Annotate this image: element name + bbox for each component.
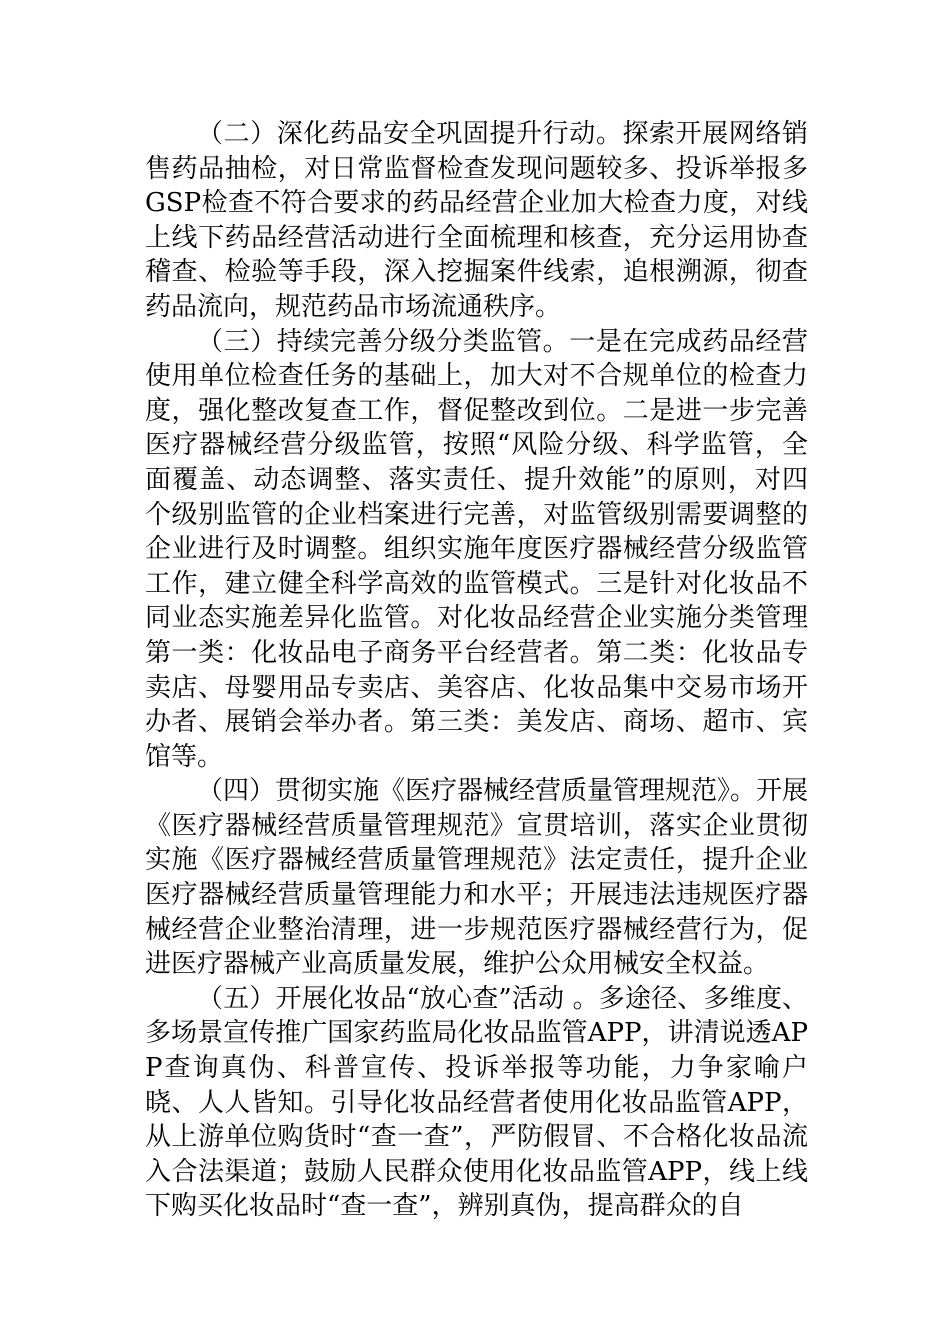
paragraph-section-5: （五）开展化妆品“放心查”活动 。多途径、多维度、多场景宣传推广国家药监局化妆品监管APP，讲清说透APP查询真伪、科普宣传、投诉举报等功能，力争家喻户晓、人人皆知。引导化妆品经营者使用化妆品监管APP，从上游单位购货时“查一查”，严防假冒、不合格化妆品流入合法渠道；鼓励人民群众使用化妆品监管APP，线上线下购买化妆品时“查一查”，辨别真伪，提高群众的自 [145,983,808,1222]
document-body [145,117,808,1224]
paragraph-section-3: （三）持续完善分级分类监管。一是在完成药品经营使用单位检查任务的基础上，加大对不合规单位的检查力度，强化整改复查工作，督促整改到位。二是进一步完善医疗器械经营分级监管，按照“风险分级、科学监管，全面覆盖、动态调整、落实责任、提升效能”的原则，对四个级别监管的企业档案进行完善，对监管级别需要调整的企业进行及时调整。组织实施年度医疗器械经营分级监管工作，建立健全科学高效的监管模式。三是针对化妆品不同业态实施差异化监管。对化妆品经营企业实施分类管理第一类：化妆品电子商务平台经营者。第二类：化妆品专卖店、母婴用品专卖店、美容店、化妆品集中交易市场开办者、展销会举办者。第三类：美发店、商场、超市、宾馆等。 [145,326,808,772]
paragraph-section-2: （二）深化药品安全巩固提升行动。探索开展网络销售药品抽检，对日常监督检查发现问题较多、投诉举报多GSP检查不符合要求的药品经营企业加大检查力度，对线上线下药品经营活动进行全面梳理和核查，充分运用协查稽查、检验等手段，深入挖掘案件线索，追根溯源，彻查药品流向，规范药品市场流通秩序。 [145,119,808,322]
paragraph-section-4: （四）贯彻实施《医疗器械经营质量管理规范》。开展《医疗器械经营质量管理规范》宣贯培训，落实企业贯彻实施《医疗器械经营质量管理规范》法定责任，提升企业医疗器械经营质量管理能力和水平；开展违法违规医疗器械经营企业整治清理，进一步规范医疗器械经营行为，促进医疗器械产业高质量发展，维护公众用械安全权益。 [145,776,809,980]
